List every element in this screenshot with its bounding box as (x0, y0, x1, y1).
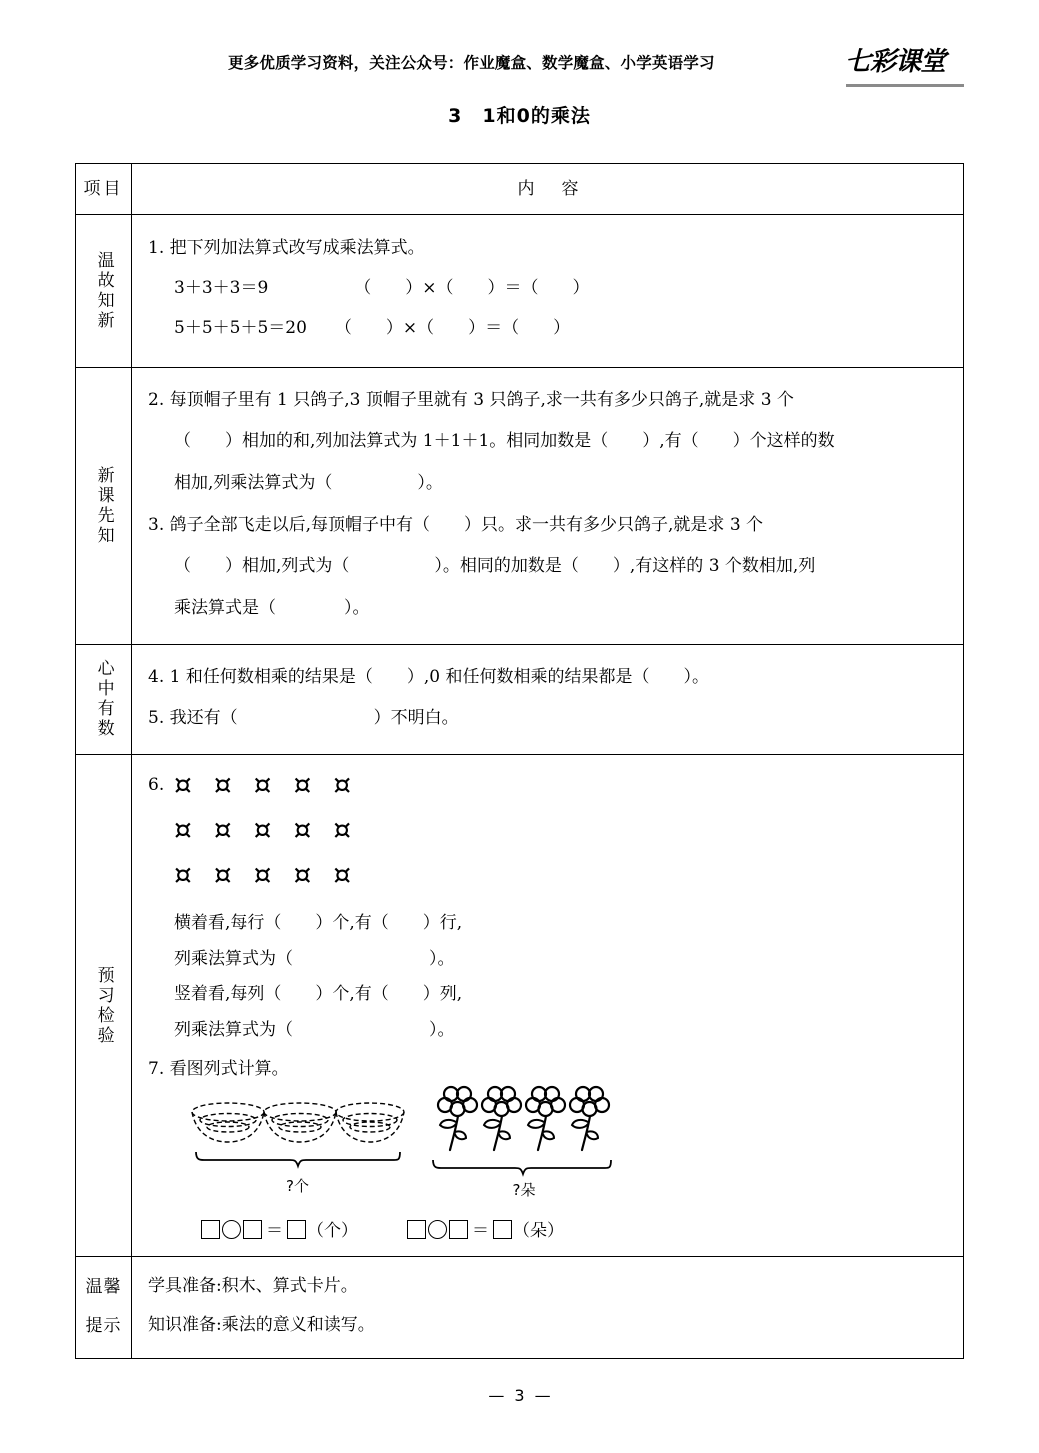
question-6-line-3: 竖着看,每列（ ）个,有（ ）列, (174, 984, 463, 1005)
question-6-header (148, 767, 949, 891)
section-row-tips (76, 1257, 963, 1357)
section-row-understanding (76, 645, 963, 755)
answer-box[interactable] (493, 1220, 512, 1239)
page-footer (0, 1386, 1039, 1405)
worksheet-table (75, 163, 964, 1359)
q1b-expression: 5＋5＋5＋5＝20 (174, 317, 307, 338)
page-title: 3 1和0的乘法 (448, 105, 591, 127)
question-3-line-2: （ ）相加,列式为（ ）。相同的加数是（ ）,有这样的 3 个数相加,列 (174, 556, 816, 577)
header-label-cell (76, 164, 132, 214)
section-body-understanding (132, 645, 963, 754)
page-number: 3 (514, 1386, 525, 1405)
page-header (0, 45, 1039, 91)
section-label-tips-line2: 提示 (85, 1316, 122, 1337)
q1a-expression: 3＋3＋3＝9 (174, 277, 269, 298)
section-label-preview: 预习检验 (93, 965, 114, 1046)
section-label-cell-tips (76, 1257, 132, 1357)
q1a-blanks: （ ）×（ ）＝（ ） (354, 277, 590, 298)
bowls-caption: ?个 (286, 1177, 309, 1196)
question-6-line-4: 列乘法算式为（ ）。 (174, 1020, 455, 1040)
bowls-svg (190, 1094, 405, 1174)
symbol-grid-row: ¤¤¤¤¤ (174, 767, 374, 801)
bowls-illustration (190, 1094, 405, 1194)
tips-line-2: 知识准备:乘法的意义和读写。 (148, 1315, 375, 1336)
header-content-char1: 内 (517, 178, 536, 199)
section-row-review (76, 215, 963, 368)
table-header-row (76, 164, 963, 215)
section-label-cell-review (76, 215, 132, 367)
footer-dash-left: — (488, 1386, 505, 1405)
answer-box[interactable] (407, 1220, 426, 1239)
section-label-understanding: 心中有数 (93, 659, 114, 740)
question-2-line-2: （ ）相加的和,列加法算式为 1＋1＋1。相同加数是（ ）,有（ ）个这样的数 (174, 431, 835, 452)
section-body-newlesson (132, 368, 963, 644)
question-2-line-3: 相加,列乘法算式为（ ）。 (174, 473, 443, 494)
section-label-review: 温故知新 (93, 250, 114, 331)
brand-logo-underline (846, 84, 964, 87)
section-row-newlesson (76, 368, 963, 645)
answer-box[interactable] (449, 1220, 468, 1239)
flowers-caption: ?朵 (512, 1181, 536, 1200)
question-3-line-1: 3. 鸽子全部飞走以后,每顶帽子中有（ ）只。求一共有多少只鸽子,就是求 3 个 (148, 514, 764, 535)
section-body-preview (132, 755, 963, 1256)
question-1-title: 1. 把下列加法算式改写成乘法算式。 (148, 238, 425, 258)
question-6-number: 6. (148, 774, 165, 795)
header-content-cell (132, 164, 963, 214)
flowers-svg (429, 1082, 619, 1178)
equation-unit-1: （个） (307, 1221, 358, 1242)
flowers-illustration (429, 1082, 619, 1198)
section-label-tips-line1: 温馨 (85, 1277, 122, 1298)
question-7-title: 7. 看图列式计算。 (148, 1058, 289, 1079)
question-5: 5. 我还有（ ）不明白。 (148, 708, 459, 729)
equals-sign-2: ＝ (472, 1221, 489, 1242)
equation-unit-2: （朵） (513, 1221, 564, 1242)
section-label-cell-understanding (76, 645, 132, 754)
header-content-text (517, 178, 580, 199)
equation-boxes-2 (406, 1220, 564, 1240)
answer-equations-row (174, 1220, 949, 1240)
header-label-text: 项目 (83, 178, 124, 199)
symbol-grid (174, 767, 949, 891)
equals-sign-1: ＝ (266, 1221, 283, 1242)
brand-logo-text: 七彩课堂 (845, 47, 946, 77)
section-label-cell-newlesson (76, 368, 132, 644)
section-body-tips (132, 1257, 963, 1357)
question-1-row-a (148, 269, 949, 309)
illustration-area (174, 1094, 949, 1214)
section-row-preview (76, 755, 963, 1257)
answer-box[interactable] (201, 1220, 220, 1239)
operator-circle[interactable] (428, 1220, 447, 1239)
section-label-cell-preview (76, 755, 132, 1256)
answer-box[interactable] (287, 1220, 306, 1239)
footer-dash-right: — (534, 1386, 551, 1405)
symbol-grid-row: ¤¤¤¤¤ (174, 812, 374, 846)
symbol-grid-row: ¤¤¤¤¤ (174, 857, 374, 891)
question-3-line-3: 乘法算式是（ ）。 (174, 598, 370, 619)
question-2-line-1: 2. 每顶帽子里有 1 只鸽子,3 顶帽子里就有 3 只鸽子,求一共有多少只鸽子,就是求 3 个 (148, 389, 794, 410)
q1b-blanks: （ ）×（ ）＝（ ） (334, 317, 571, 338)
tips-line-1: 学具准备:积木、算式卡片。 (148, 1276, 358, 1297)
question-6-line-2: 列乘法算式为（ ）。 (174, 948, 455, 969)
section-body-review (132, 215, 963, 367)
header-content-char2: 容 (561, 178, 580, 199)
section-label-newlesson: 新课先知 (93, 465, 114, 546)
question-1-row-b (148, 309, 949, 349)
question-4: 4. 1 和任何数相乘的结果是（ ）,0 和任何数相乘的结果都是（ ）。 (148, 666, 709, 687)
question-6-line-1: 横着看,每行（ ）个,有（ ）行, (174, 912, 463, 933)
brand-logo (845, 45, 965, 89)
equation-boxes-1 (200, 1220, 358, 1240)
promo-text: 更多优质学习资料，关注公众号：作业魔盒、数学魔盒、小学英语学习 (228, 54, 715, 72)
answer-box[interactable] (243, 1220, 262, 1239)
operator-circle[interactable] (222, 1220, 241, 1239)
